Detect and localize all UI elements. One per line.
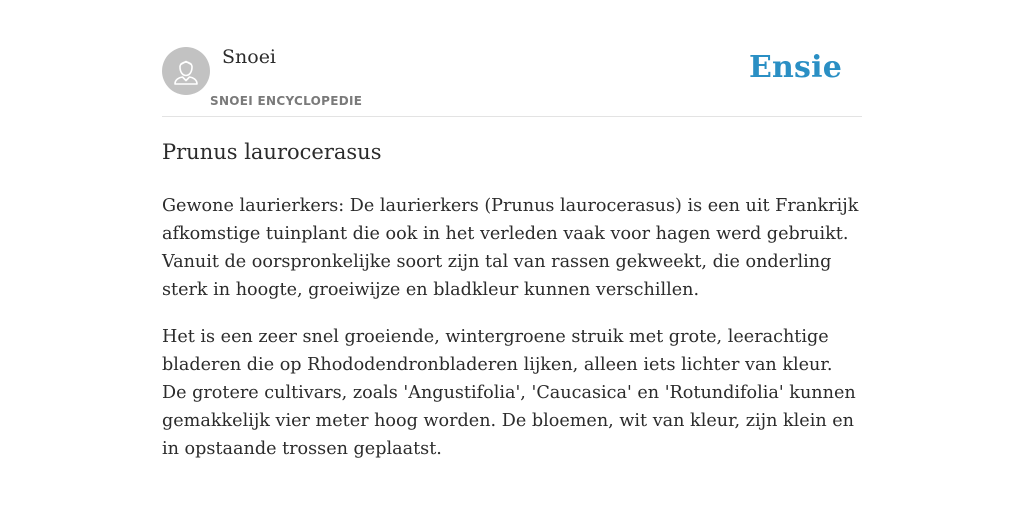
avatar[interactable]	[162, 47, 210, 95]
author-name[interactable]: Snoei	[222, 46, 277, 68]
article-body	[162, 192, 862, 482]
user-silhouette-icon	[162, 47, 210, 95]
source-label[interactable]: SNOEI ENCYCLOPEDIE	[210, 94, 363, 108]
ensie-logo[interactable]: Ensie	[748, 50, 842, 85]
article-paragraph: Het is een zeer snel groeiende, wintergroene struik met grote, leerachtige bladeren die op Rhododendronbladeren lijken, alleen iets lichter van kleur. De grotere cultivars, zoals 'Angustifolia', 'Caucasica' en 'Rotundifolia' kunnen gemakkelijk vier meter hoog worden. De bloemen, wit van kleur, zijn klein en in opstaande trossen geplaatst.	[162, 327, 856, 459]
header	[162, 0, 862, 117]
page-container	[162, 0, 862, 459]
article-paragraph: Gewone laurierkers: De laurierkers (Prunus laurocerasus) is een uit Frankrijk afkomstige tuinplant die ook in het verleden vaak voor hagen werd gebruikt. Vanuit de oorspronkelijke soort zijn tal van rassen gekweekt, die onderling sterk in hoogte, groeiwijze en bladkleur kunnen verschillen.	[162, 196, 859, 300]
article-title: Prunus laurocerasus	[162, 140, 382, 164]
